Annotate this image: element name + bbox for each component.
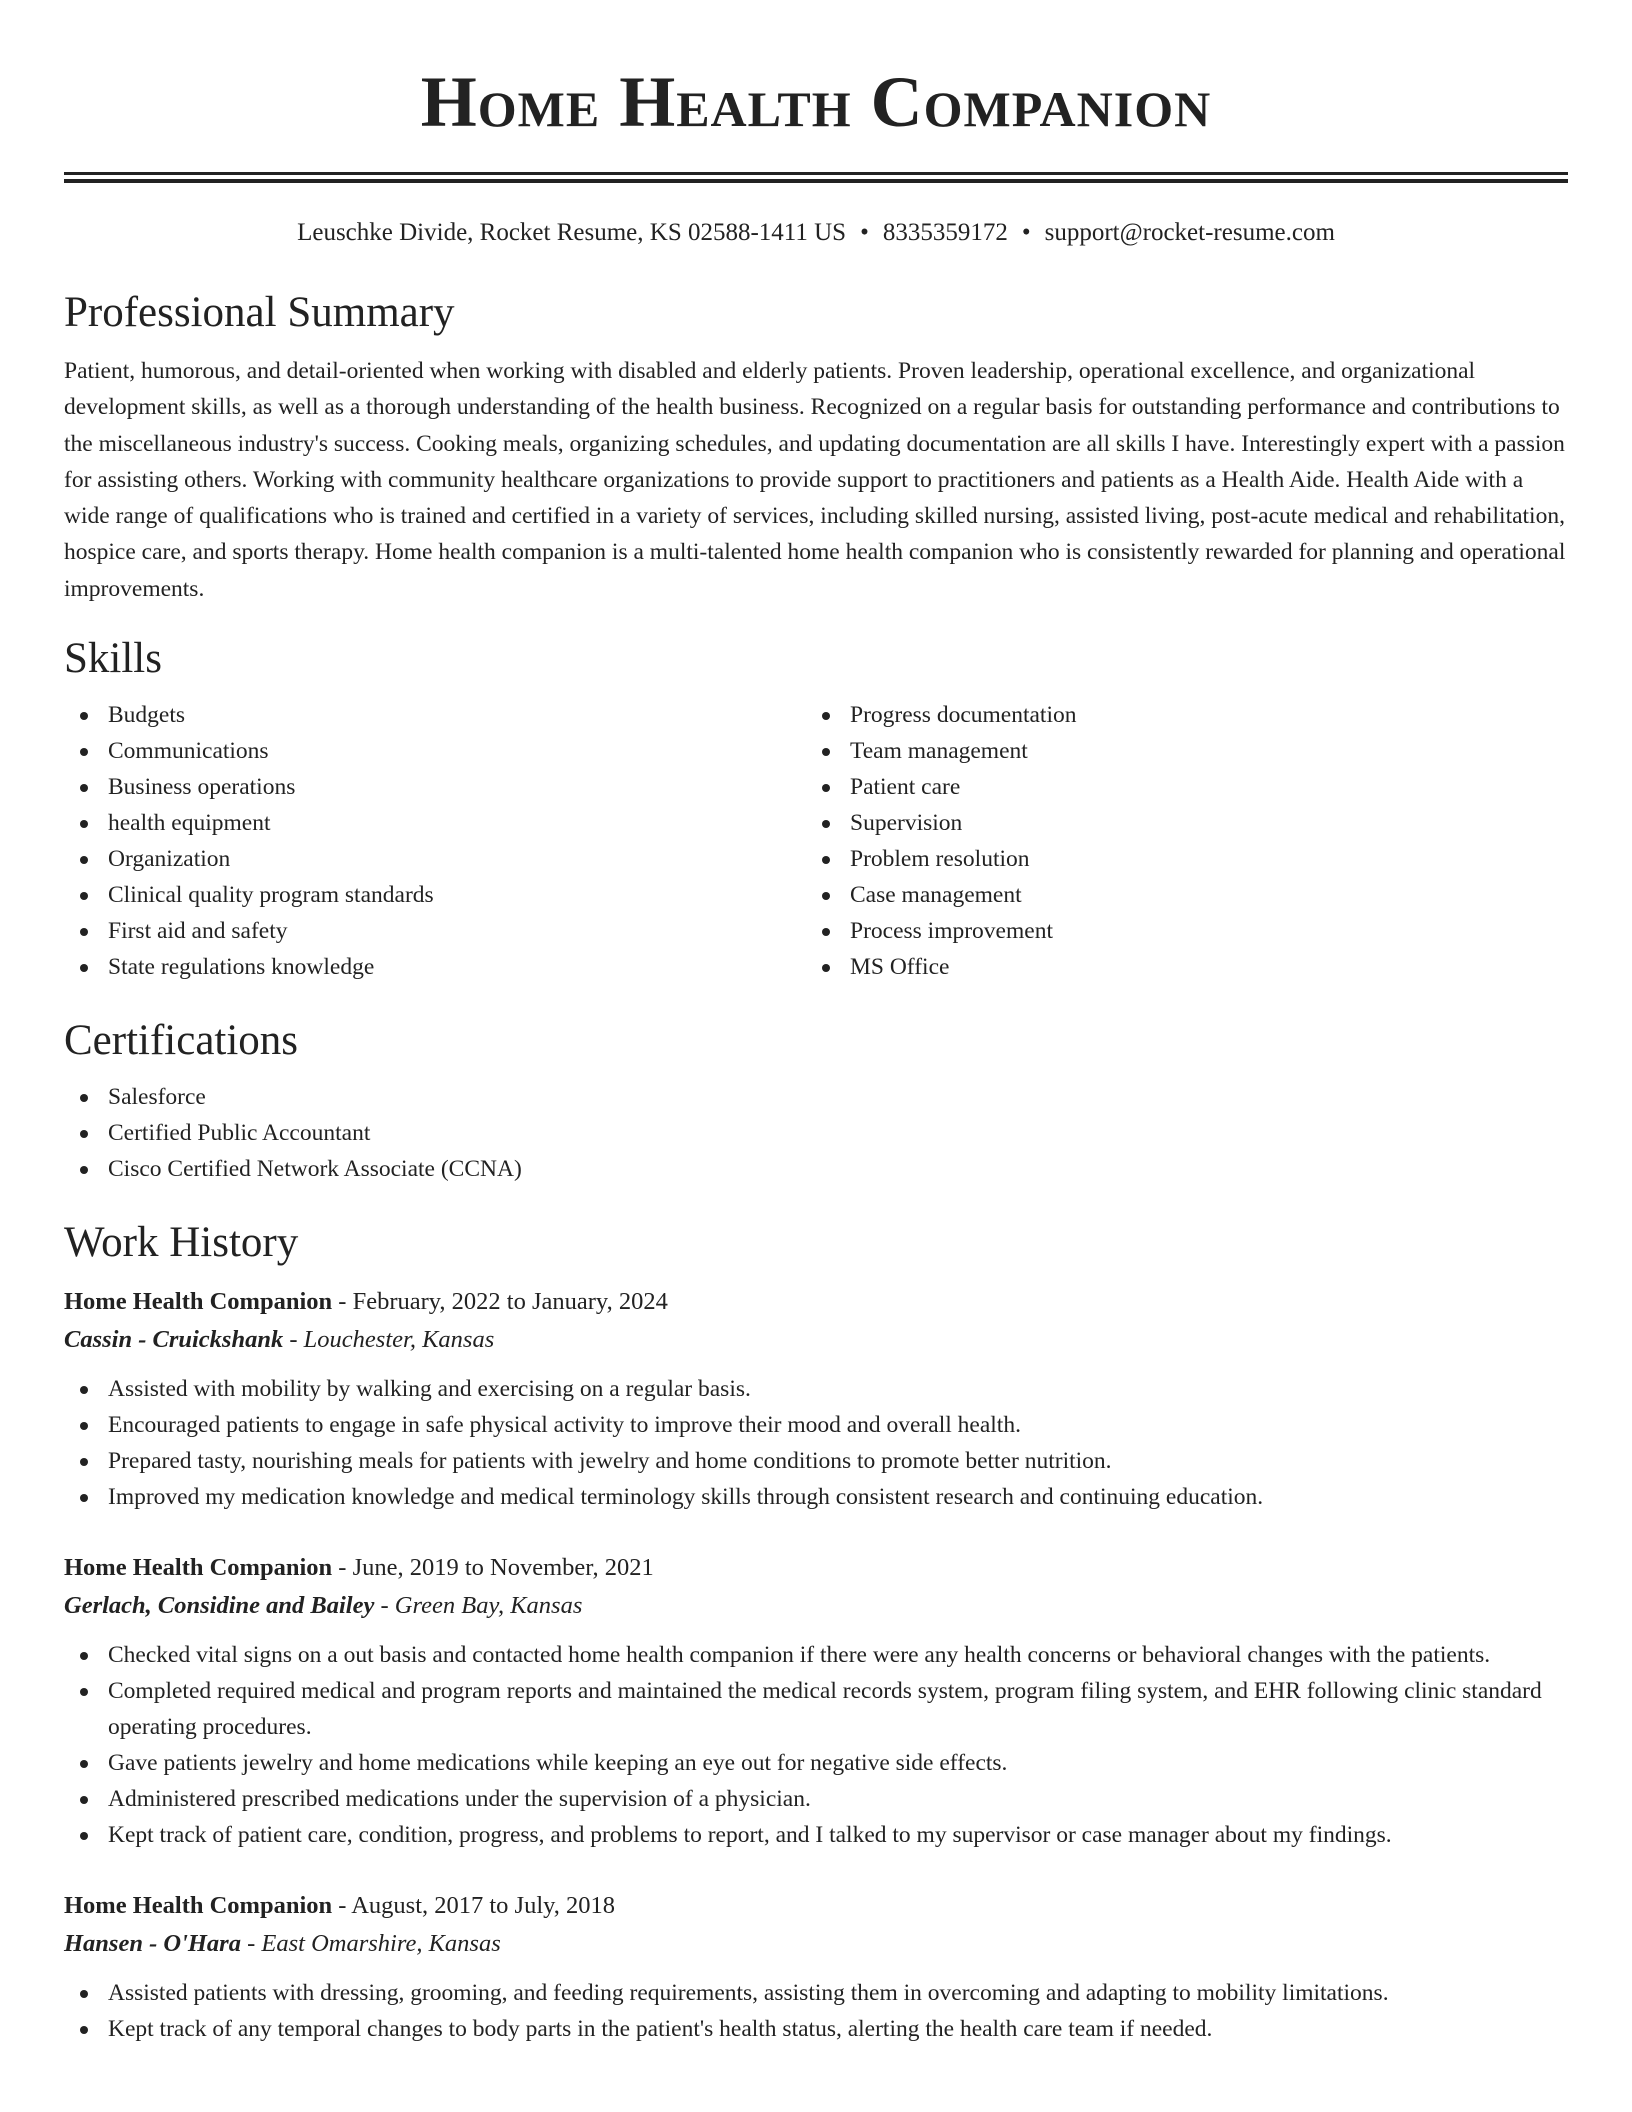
job-bullet: Completed required medical and program reports and maintained the medical records system, program filing system, and EHR following clinic standard operating procedures. xyxy=(64,1673,1568,1745)
job-bullets xyxy=(64,1975,1568,2047)
job-employer: Hansen - O'Hara - East Omarshire, Kansas xyxy=(64,1930,501,1958)
job-bullet: Assisted patients with dressing, grooming, and feeding requirements, assisting them in overcoming and adapting to mobility limitations. xyxy=(64,1975,1568,2011)
job-bullet: Encouraged patients to engage in safe physical activity to improve their mood and overall health. xyxy=(64,1407,1568,1443)
skill-item: Team management xyxy=(806,733,1548,769)
job-header: Home Health Companion - June, 2019 to November, 2021 xyxy=(64,1554,654,1582)
skill-item: MS Office xyxy=(806,949,1548,985)
skill-item: Business operations xyxy=(64,769,806,805)
work-history-heading: Work History xyxy=(64,1219,299,1267)
job-bullet: Prepared tasty, nourishing meals for patients with jewelry and home conditions to promote better nutrition. xyxy=(64,1443,1568,1479)
job-company: Gerlach, Considine and Bailey xyxy=(64,1592,375,1620)
skills-columns xyxy=(64,697,1568,985)
job-bullet: Checked vital signs on a out basis and contacted home health companion if there were any health concerns or behavioral changes with the patients. xyxy=(64,1637,1568,1673)
summary-text: Patient, humorous, and detail-oriented when working with disabled and elderly patients. Proven leadership, operational excellence, and organizational development skills, as well as a thorough understanding of the health business. Recognized on a regular basis for outstanding performance and contributions to the miscellaneous industry's success. Cooking meals, organizing schedules, and updating documentation are all skills I have. Interestingly expert with a passion for assisting others. Working with community healthcare organizations to provide support to practitioners and patients as a Health Aide. Health Aide with a wide range of qualifications who is trained and certified in a variety of services, including skilled nursing, assisted living, post-acute medical and rehabilitation, hospice care, and sports therapy. Home health companion is a multi-talented home health companion who is consistently rewarded for planning and operational improvements. xyxy=(64,358,1566,602)
contact-phone: 8335359172 xyxy=(882,219,1008,246)
skill-item: Problem resolution xyxy=(806,841,1548,877)
job-entry xyxy=(64,1283,1568,1515)
skill-item: Supervision xyxy=(806,805,1548,841)
certification-item: Cisco Certified Network Associate (CCNA) xyxy=(64,1151,1568,1187)
job-company: Cassin - Cruickshank xyxy=(64,1326,284,1354)
certifications-heading: Certifications xyxy=(64,1017,299,1065)
job-dates: June, 2019 to November, 2021 xyxy=(352,1554,654,1582)
job-location: Louchester, Kansas xyxy=(303,1326,495,1354)
skills-heading: Skills xyxy=(64,635,162,683)
job-header: Home Health Companion - February, 2022 to January, 2024 xyxy=(64,1288,668,1316)
job-company: Hansen - O'Hara xyxy=(64,1930,241,1958)
skill-item: Organization xyxy=(64,841,806,877)
summary-heading: Professional Summary xyxy=(64,289,455,336)
skills-list-right xyxy=(806,697,1548,985)
title-divider xyxy=(64,172,1568,183)
job-entry xyxy=(64,1887,1568,2047)
skill-item: Clinical quality program standards xyxy=(64,877,806,913)
job-title: Home Health Companion xyxy=(64,1554,333,1582)
job-location: East Omarshire, Kansas xyxy=(261,1930,501,1958)
skill-item: Budgets xyxy=(64,697,806,733)
job-bullets xyxy=(64,1637,1568,1853)
contact-separator: • xyxy=(1021,219,1031,246)
job-title: Home Health Companion xyxy=(64,1892,333,1920)
job-employer: Cassin - Cruickshank - Louchester, Kansas xyxy=(64,1326,495,1354)
skill-item: Process improvement xyxy=(806,913,1548,949)
contact-email[interactable]: support@rocket-resume.com xyxy=(1044,219,1335,246)
job-dates: August, 2017 to July, 2018 xyxy=(351,1892,616,1920)
skill-item: Progress documentation xyxy=(806,697,1548,733)
contact-address: Leuschke Divide, Rocket Resume, KS 02588-1411 US xyxy=(297,219,847,246)
skills-list-left xyxy=(64,697,806,985)
skill-item: Case management xyxy=(806,877,1548,913)
job-dates: February, 2022 to January, 2024 xyxy=(352,1288,668,1316)
resume-title: Home Health Companion xyxy=(420,62,1212,142)
contact-separator: • xyxy=(860,219,869,246)
job-bullet: Kept track of any temporal changes to body parts in the patient's health status, alerting the health care team if needed. xyxy=(64,2011,1568,2047)
skill-item: Communications xyxy=(64,733,806,769)
job-bullets xyxy=(64,1371,1568,1515)
certification-item: Certified Public Accountant xyxy=(64,1115,1568,1151)
contact-line xyxy=(64,217,1568,249)
job-bullet: Assisted with mobility by walking and exercising on a regular basis. xyxy=(64,1371,1568,1407)
certifications-list xyxy=(64,1079,1568,1187)
skill-item: health equipment xyxy=(64,805,806,841)
job-location: Green Bay, Kansas xyxy=(394,1592,583,1620)
skill-item: First aid and safety xyxy=(64,913,806,949)
job-bullet: Improved my medication knowledge and medical terminology skills through consistent research and continuing education. xyxy=(64,1479,1568,1515)
job-bullet: Kept track of patient care, condition, progress, and problems to report, and I talked to my supervisor or case manager about my findings. xyxy=(64,1817,1568,1853)
job-bullet: Administered prescribed medications under the supervision of a physician. xyxy=(64,1781,1568,1817)
job-title: Home Health Companion xyxy=(64,1288,333,1316)
job-bullet: Gave patients jewelry and home medications while keeping an eye out for negative side effects. xyxy=(64,1745,1568,1781)
job-employer: Gerlach, Considine and Bailey - Green Bay, Kansas xyxy=(64,1592,583,1620)
job-header: Home Health Companion - August, 2017 to July, 2018 xyxy=(64,1892,616,1920)
skill-item: State regulations knowledge xyxy=(64,949,806,985)
skill-item: Patient care xyxy=(806,769,1548,805)
certification-item: Salesforce xyxy=(64,1079,1568,1115)
resume-page xyxy=(64,0,1568,2047)
job-entry xyxy=(64,1549,1568,1853)
